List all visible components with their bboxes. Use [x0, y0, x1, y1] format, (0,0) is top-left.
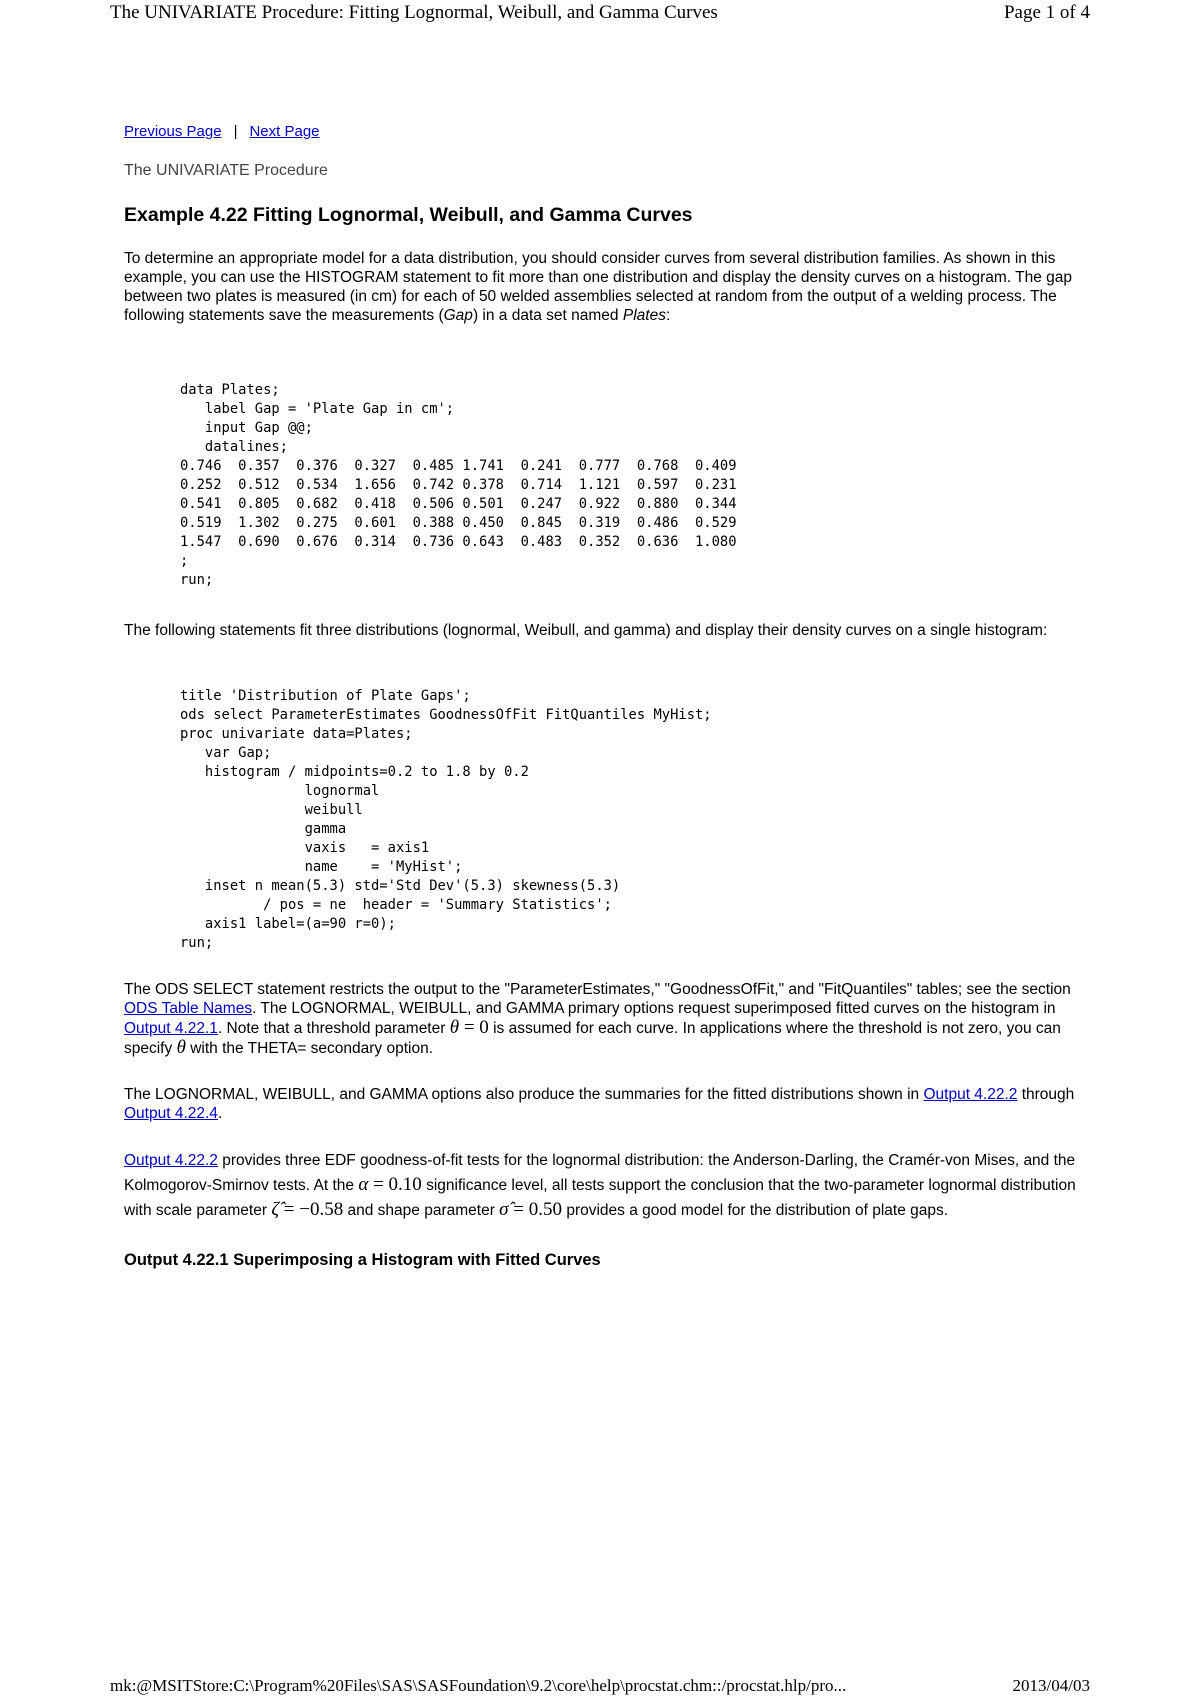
print-header: [110, 0, 1090, 26]
output-4-22-2-link[interactable]: Output 4.22.2: [923, 1086, 1018, 1103]
output-4-22-1-link[interactable]: Output 4.22.1: [124, 1020, 218, 1037]
print-header-title: The UNIVARIATE Procedure: Fitting Lognormal, Weibull, and Gamma Curves: [110, 2, 718, 23]
output-4-22-4-link[interactable]: Output 4.22.4: [124, 1105, 218, 1122]
plates-dataset: Plates: [622, 307, 666, 324]
theta-equation: θ = 0: [449, 1017, 489, 1038]
zeta-equation: ζ̂ = −0.58: [271, 1199, 344, 1220]
histogram-code: title 'Distribution of Plate Gaps'; ods select ParameterEstimates GoodnessOfFit FitQuantiles MyHist; proc univariate data=Plates; var Gap; histogram / midpoints=0.2 to 1.8 by 0.2 lognormal weibull gamma vaxis = axis1 name = 'MyHist'; inset n mean(5.3) std='Std Dev'(5.3) skewness(5.3) / pos = ne header = 'Summary Statistics'; axis1 label=(a=90 r=0); run;: [180, 688, 712, 951]
footer-date: 2013/04/03: [1012, 1676, 1090, 1695]
goodness-of-fit-paragraph: Output 4.22.2 provides three EDF goodness-of-fit tests for the lognormal distribution: the Anderson-Darling, the Cramér-von Mises, and the Kolmogorov-Smirnov tests. At the α = 0.10 significance level, all tests support the conclusion that the two-parameter lognormal distribution with scale parameter ζ̂ = −0.58 and shape parameter σ̂ = 0.50 provides a good model for the distribution of plate gaps.: [124, 1152, 1076, 1220]
nav-separator: |: [233, 123, 238, 140]
ods-select-paragraph: The ODS SELECT statement restricts the output to the "ParameterEstimates," "GoodnessOfFit," and "FitQuantiles" tables; see the section ODS Table Names. The LOGNORMAL, WEIBULL, and GAMMA primary options request superimposed fitted curves on the histogram in Output 4.22.1. Note that a threshold parameter θ = 0 is assumed for each curve. In applications where the threshold is not zero, you can specify θ with the THETA= secondary option.: [124, 981, 1071, 1058]
data-step-code: data Plates; label Gap = 'Plate Gap in cm'; input Gap @@; datalines; 0.746 0.357 0.376 0.327 0.485 1.741 0.241 0.777 0.768 0.409 0.252 0.512 0.534 1.656 0.742 0.378 0.714 1.121 0.597 0.231 0.541 0.805 0.682 0.418 0.506 0.501 0.247 0.922 0.880 0.344 0.519 1.302 0.275 0.601 0.388 0.450 0.845 0.319 0.486 0.529 1.547 0.690 0.676 0.314 0.736 0.643 0.483 0.352 0.636 1.080 ; run;: [180, 382, 737, 588]
footer-url: mk:@MSITStore:C:\Program%20Files\SAS\SASFoundation\9.2\core\help\procstat.chm::/procstat.hlp/pro...: [110, 1676, 847, 1695]
next-page-link[interactable]: Next Page: [249, 123, 320, 140]
gap-variable: Gap: [443, 307, 473, 324]
output-4-22-2-link[interactable]: Output 4.22.2: [124, 1152, 218, 1169]
summaries-paragraph: The LOGNORMAL, WEIBULL, and GAMMA options also produce the summaries for the fitted distributions shown in Output 4.22.2 through Output 4.22.4.: [124, 1086, 1075, 1122]
previous-page-link[interactable]: Previous Page: [124, 123, 222, 140]
ods-table-names-link[interactable]: ODS Table Names: [124, 1000, 253, 1017]
print-footer: [110, 1674, 1090, 1698]
page-number: Page 1 of 4: [1003, 2, 1090, 23]
fit-intro-paragraph: The following statements fit three distributions (lognormal, Weibull, and gamma) and display their density curves on a single histogram:: [124, 622, 1048, 639]
page-navigation: [124, 121, 1084, 143]
procedure-name: The UNIVARIATE Procedure: [124, 162, 328, 179]
sigma-equation: σ̂ = 0.50: [499, 1199, 563, 1220]
example-title: Example 4.22 Fitting Lognormal, Weibull, and Gamma Curves: [124, 204, 693, 226]
document-body: [124, 121, 1084, 1271]
output-heading: Output 4.22.1 Superimposing a Histogram with Fitted Curves: [124, 1251, 601, 1269]
alpha-equation: α = 0.10: [358, 1174, 422, 1195]
theta-symbol: θ: [176, 1037, 186, 1058]
intro-paragraph: To determine an appropriate model for a data distribution, you should consider curves from several distribution families. As shown in this example, you can use the HISTOGRAM statement to fit more than one distribution and display the density curves on a histogram. The gap between two plates is measured (in cm) for each of 50 welded assemblies selected at random from the output of a welding process. The following statements save the measurements (Gap) in a data set named Plates:: [124, 250, 1073, 324]
